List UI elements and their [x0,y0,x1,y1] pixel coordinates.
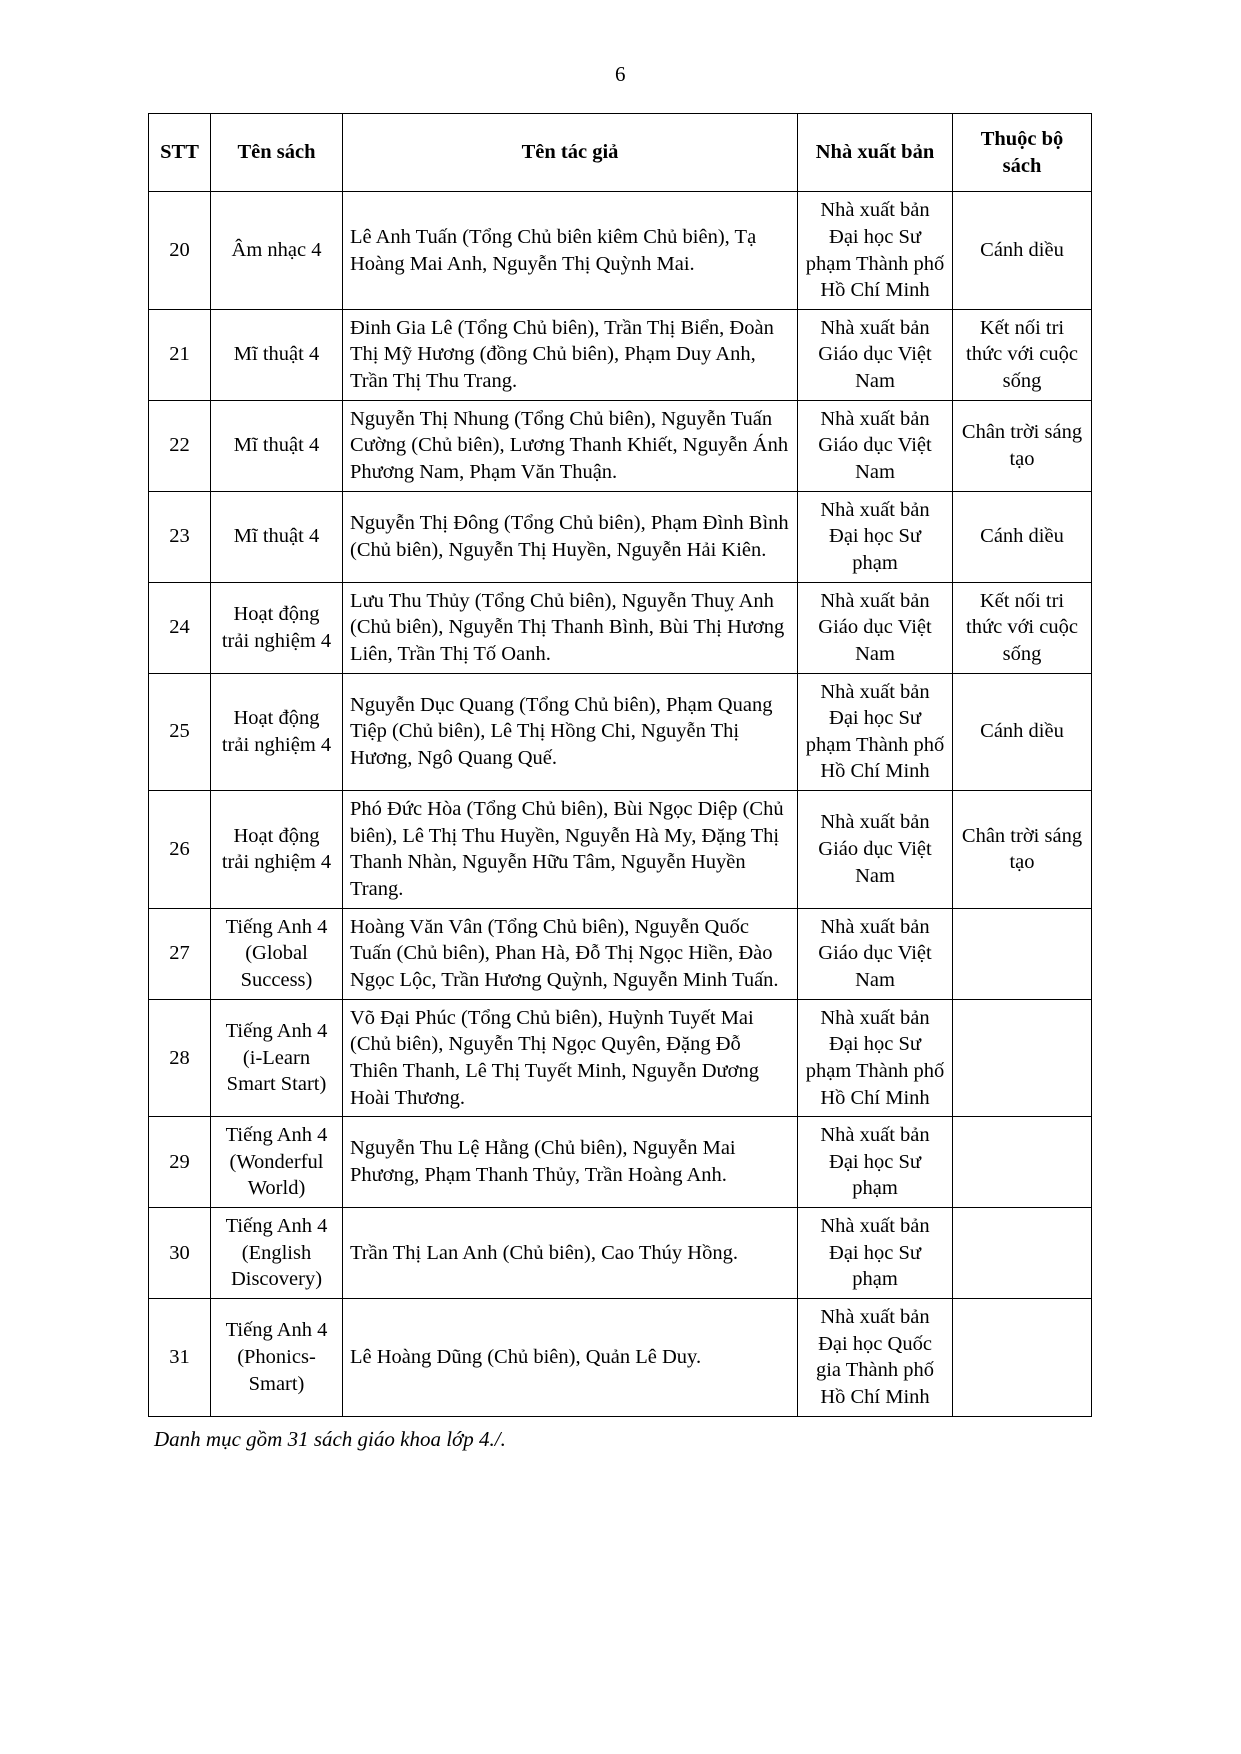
cell-series: Chân trời sáng tạo [953,400,1092,491]
cell-authors: Nguyễn Thị Nhung (Tổng Chủ biên), Nguyễn Tuấn Cường (Chủ biên), Lương Thanh Khiết, Nguyễn Ánh Phương Nam, Phạm Văn Thuận. [343,400,798,491]
cell-series: Chân trời sáng tạo [953,791,1092,909]
cell-series: Cánh diều [953,192,1092,310]
cell-book-title: Mĩ thuật 4 [211,400,343,491]
cell-publisher: Nhà xuất bản Đại học Sư phạm [798,1117,953,1208]
cell-authors: Hoàng Văn Vân (Tổng Chủ biên), Nguyễn Quốc Tuấn (Chủ biên), Phan Hà, Đỗ Thị Ngọc Hiền, Đào Ngọc Lộc, Trần Hương Quỳnh, Nguyễn Minh Tuấn. [343,908,798,999]
cell-book-title: Mĩ thuật 4 [211,491,343,582]
cell-publisher: Nhà xuất bản Đại học Sư phạm [798,491,953,582]
cell-book-title: Hoạt động trải nghiệm 4 [211,791,343,909]
cell-book-title: Hoạt động trải nghiệm 4 [211,582,343,673]
table-row [149,309,1092,400]
table-row [149,999,1092,1117]
cell-book-title: Hoạt động trải nghiệm 4 [211,673,343,791]
cell-series: Cánh diều [953,673,1092,791]
cell-stt: 25 [149,673,211,791]
cell-book-title: Âm nhạc 4 [211,192,343,310]
cell-authors: Phó Đức Hòa (Tổng Chủ biên), Bùi Ngọc Diệp (Chủ biên), Lê Thị Thu Huyền, Nguyễn Hà My, Đặng Thị Thanh Nhàn, Nguyễn Hữu Tâm, Nguyễn Huyền Trang. [343,791,798,909]
table-row [149,192,1092,310]
textbook-table [148,113,1092,1417]
cell-authors: Lê Hoàng Dũng (Chủ biên), Quản Lê Duy. [343,1298,798,1416]
cell-stt: 20 [149,192,211,310]
cell-publisher: Nhà xuất bản Đại học Sư phạm [798,1208,953,1299]
table-row [149,673,1092,791]
cell-stt: 28 [149,999,211,1117]
column-header-authors: Tên tác giả [343,114,798,192]
table-row [149,1208,1092,1299]
cell-book-title: Mĩ thuật 4 [211,309,343,400]
footnote: Danh mục gồm 31 sách giáo khoa lớp 4./. [154,1426,506,1451]
cell-publisher: Nhà xuất bản Đại học Sư phạm Thành phố Hồ Chí Minh [798,192,953,310]
table-header [149,114,1092,192]
column-header-book-title: Tên sách [211,114,343,192]
cell-stt: 24 [149,582,211,673]
cell-authors: Lưu Thu Thủy (Tổng Chủ biên), Nguyễn Thuỵ Anh (Chủ biên), Nguyễn Thị Thanh Bình, Bùi Thị Hương Liên, Trần Thị Tố Oanh. [343,582,798,673]
table-row [149,1117,1092,1208]
cell-publisher: Nhà xuất bản Giáo dục Việt Nam [798,908,953,999]
table-row [149,400,1092,491]
table-body [149,192,1092,1416]
cell-authors: Trần Thị Lan Anh (Chủ biên), Cao Thúy Hồng. [343,1208,798,1299]
column-header-series: Thuộc bộ sách [953,114,1092,192]
cell-series: Cánh diều [953,491,1092,582]
cell-publisher: Nhà xuất bản Giáo dục Việt Nam [798,400,953,491]
table-row [149,908,1092,999]
cell-publisher: Nhà xuất bản Giáo dục Việt Nam [798,582,953,673]
textbook-table-container [148,113,1093,1417]
cell-series [953,908,1092,999]
cell-publisher: Nhà xuất bản Đại học Sư phạm Thành phố Hồ Chí Minh [798,673,953,791]
table-row [149,491,1092,582]
cell-stt: 23 [149,491,211,582]
table-row [149,582,1092,673]
cell-stt: 21 [149,309,211,400]
cell-book-title: Tiếng Anh 4 (Phonics-Smart) [211,1298,343,1416]
cell-series [953,999,1092,1117]
cell-authors: Võ Đại Phúc (Tổng Chủ biên), Huỳnh Tuyết Mai (Chủ biên), Nguyễn Thị Ngọc Quyên, Đặng Đỗ Thiên Thanh, Lê Thị Tuyết Minh, Nguyễn Dương Hoài Thương. [343,999,798,1117]
cell-book-title: Tiếng Anh 4 (i-Learn Smart Start) [211,999,343,1117]
cell-series: Kết nối tri thức với cuộc sống [953,582,1092,673]
cell-publisher: Nhà xuất bản Giáo dục Việt Nam [798,309,953,400]
cell-publisher: Nhà xuất bản Đại học Quốc gia Thành phố Hồ Chí Minh [798,1298,953,1416]
cell-stt: 22 [149,400,211,491]
cell-publisher: Nhà xuất bản Giáo dục Việt Nam [798,791,953,909]
table-header-row [149,114,1092,192]
page-number: 6 [615,62,626,86]
table-row [149,791,1092,909]
cell-series: Kết nối tri thức với cuộc sống [953,309,1092,400]
cell-stt: 31 [149,1298,211,1416]
cell-authors: Nguyễn Dục Quang (Tổng Chủ biên), Phạm Quang Tiệp (Chủ biên), Lê Thị Hồng Chi, Nguyễn Thị Hương, Ngô Quang Quế. [343,673,798,791]
cell-stt: 29 [149,1117,211,1208]
cell-book-title: Tiếng Anh 4 (Global Success) [211,908,343,999]
cell-series [953,1298,1092,1416]
cell-stt: 27 [149,908,211,999]
cell-authors: Lê Anh Tuấn (Tổng Chủ biên kiêm Chủ biên), Tạ Hoàng Mai Anh, Nguyễn Thị Quỳnh Mai. [343,192,798,310]
table-row [149,1298,1092,1416]
cell-book-title: Tiếng Anh 4 (English Discovery) [211,1208,343,1299]
cell-authors: Nguyễn Thị Đông (Tổng Chủ biên), Phạm Đình Bình (Chủ biên), Nguyễn Thị Huyền, Nguyễn Hải Kiên. [343,491,798,582]
column-header-publisher: Nhà xuất bản [798,114,953,192]
cell-series [953,1208,1092,1299]
cell-stt: 26 [149,791,211,909]
column-header-stt: STT [149,114,211,192]
cell-book-title: Tiếng Anh 4 (Wonderful World) [211,1117,343,1208]
cell-stt: 30 [149,1208,211,1299]
cell-authors: Nguyễn Thu Lệ Hằng (Chủ biên), Nguyễn Mai Phương, Phạm Thanh Thủy, Trần Hoàng Anh. [343,1117,798,1208]
cell-publisher: Nhà xuất bản Đại học Sư phạm Thành phố Hồ Chí Minh [798,999,953,1117]
cell-authors: Đinh Gia Lê (Tổng Chủ biên), Trần Thị Biển, Đoàn Thị Mỹ Hương (đồng Chủ biên), Phạm Duy Anh, Trần Thị Thu Trang. [343,309,798,400]
cell-series [953,1117,1092,1208]
